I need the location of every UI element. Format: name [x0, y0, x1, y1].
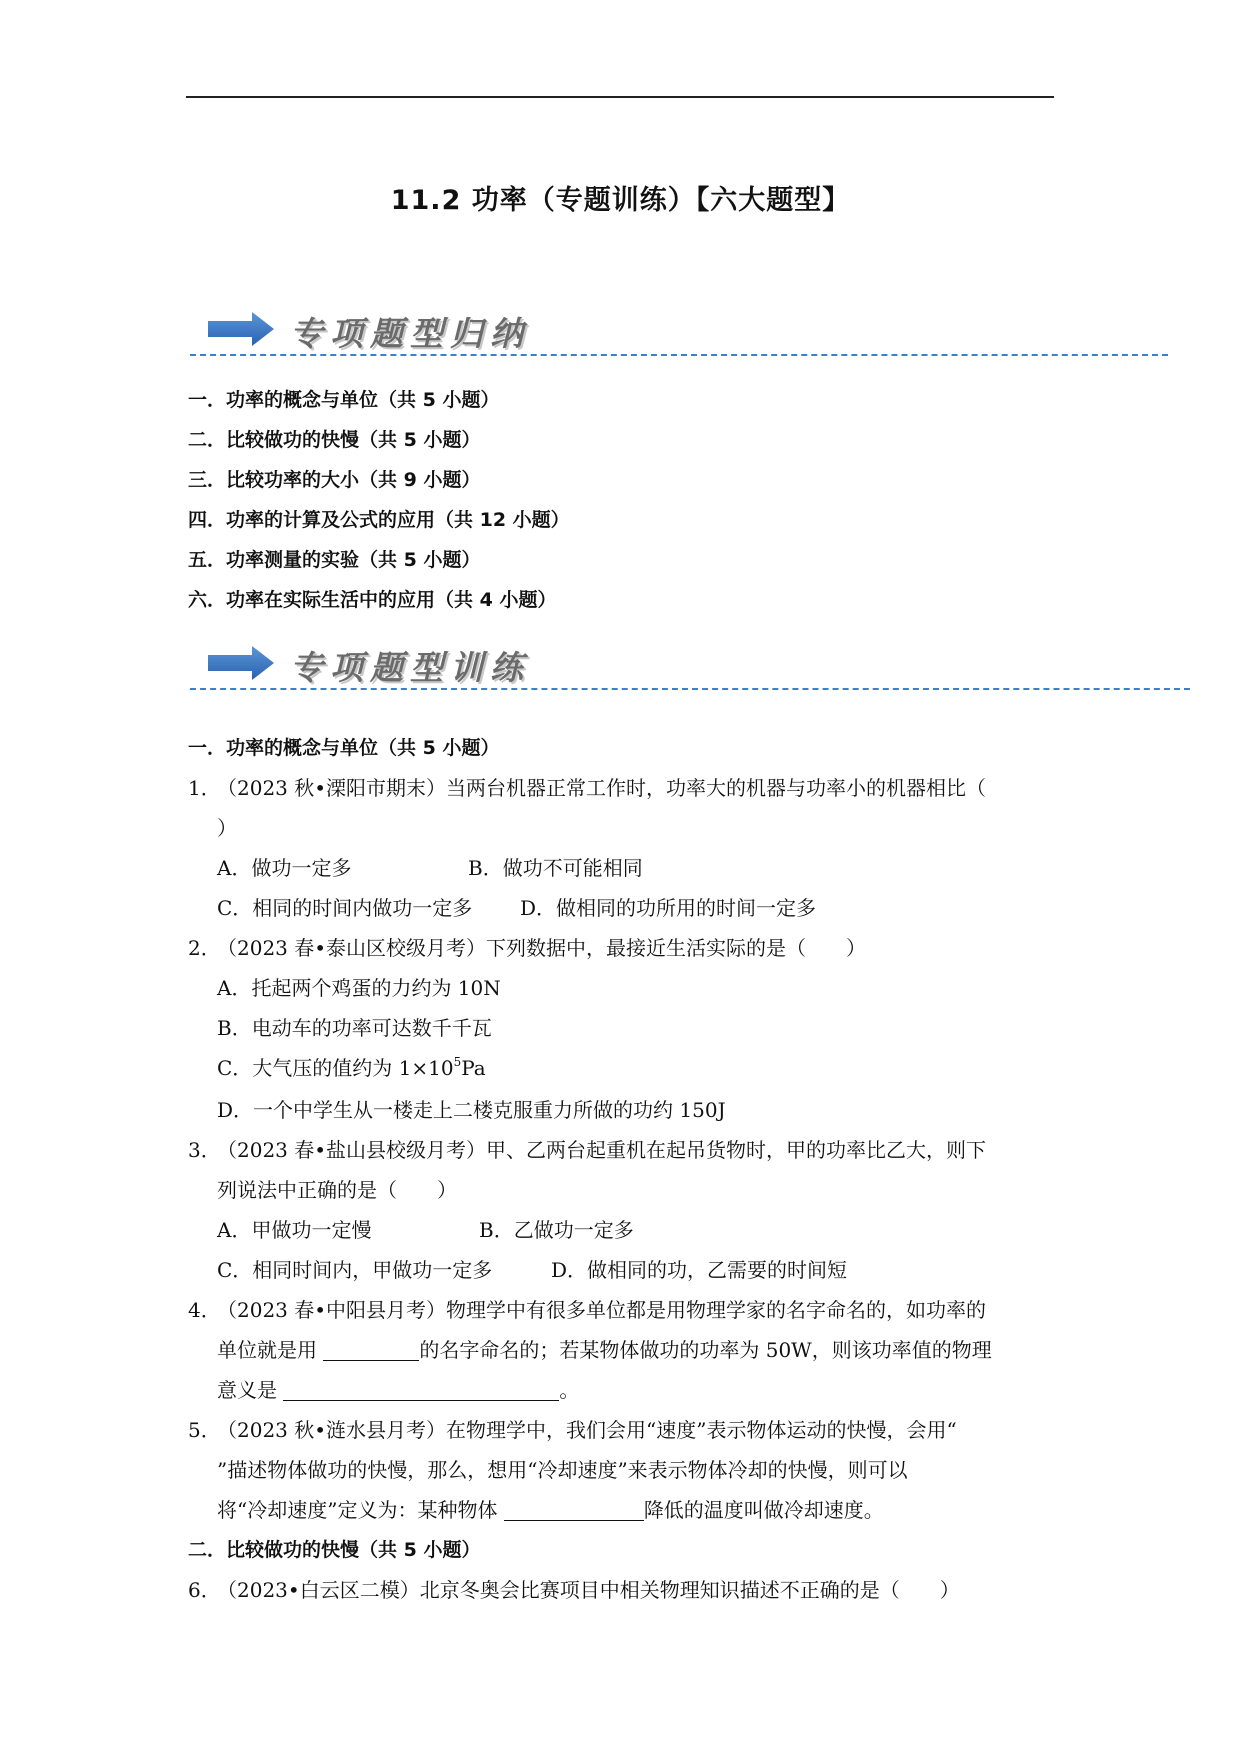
- toc-list: [188, 380, 570, 620]
- banner-summary-title: 专项题型归纳: [290, 314, 530, 353]
- banner-summary: [190, 306, 1190, 356]
- question-6: [188, 1570, 1048, 1610]
- stem-text: 将“冷却速度”定义为：某种物体: [217, 1498, 504, 1522]
- option-b: B．做功不可能相同: [468, 856, 643, 880]
- question-stem-cont: ）: [217, 816, 237, 840]
- answer-blank[interactable]: [323, 1334, 419, 1361]
- option-d: D．做相同的功所用的时间一定多: [520, 896, 817, 920]
- question-stem: （2023 春•泰山区校级月考）下列数据中，最接近生活实际的是（ ）: [217, 936, 867, 960]
- question-number: 2．: [188, 936, 221, 960]
- question-5: [188, 1410, 1048, 1530]
- option-d: D．一个中学生从一楼走上二楼克服重力所做的功约 150J: [217, 1098, 726, 1122]
- option-c-text: C．大气压的值约为 1×10: [217, 1056, 454, 1080]
- question-1: [188, 768, 1048, 848]
- option-c: [217, 1048, 486, 1088]
- question-number: 4．: [188, 1298, 221, 1322]
- option-c: C．相同的时间内做功一定多: [217, 896, 473, 920]
- question-3: [188, 1130, 1048, 1210]
- toc-item: 四．功率的计算及公式的应用（共 12 小题）: [188, 509, 570, 531]
- toc-item: 三．比较功率的大小（共 9 小题）: [188, 469, 481, 491]
- question-number: 6．: [188, 1578, 221, 1602]
- toc-item: 六．功率在实际生活中的应用（共 4 小题）: [188, 589, 557, 611]
- question-stem: （2023•白云区二模）北京冬奥会比赛项目中相关物理知识描述不正确的是（ ）: [217, 1578, 960, 1602]
- stem-text: 的名字命名的；若某物体做功的功率为 50W，则该功率值的物理: [419, 1338, 992, 1362]
- question-stem: （2023 秋•涟水县月考）在物理学中，我们会用“速度”表示物体运动的快慢，会用“: [217, 1418, 957, 1442]
- question-stem: （2023 春•中阳县月考）物理学中有很多单位都是用物理学家的名字命名的，如功率的: [217, 1298, 987, 1322]
- question-stem: （2023 春•盐山县校级月考）甲、乙两台起重机在起吊货物时，甲的功率比乙大，则下: [217, 1138, 987, 1162]
- question-4: [188, 1290, 1048, 1410]
- stem-text: 意义是: [217, 1378, 284, 1402]
- question-stem-cont: 列说法中正确的是（ ）: [217, 1178, 457, 1202]
- banner-training-title: 专项题型训练: [290, 648, 530, 687]
- answer-blank[interactable]: [283, 1374, 559, 1401]
- toc-item: 五．功率测量的实验（共 5 小题）: [188, 549, 481, 571]
- stem-text: 降低的温度叫做冷却速度。: [643, 1498, 884, 1522]
- option-b: B．乙做功一定多: [479, 1218, 634, 1242]
- question-number: 5．: [188, 1418, 221, 1442]
- header-rule: [186, 96, 1054, 98]
- banner-dash-line: [190, 688, 1190, 690]
- stem-text: 。: [559, 1378, 580, 1402]
- option-a: A．做功一定多: [217, 856, 352, 880]
- toc-item: 一．功率的概念与单位（共 5 小题）: [188, 389, 500, 411]
- unit: Pa: [461, 1056, 486, 1080]
- banner-training: [190, 640, 1190, 690]
- right-arrow-icon: [208, 312, 274, 346]
- option-c: C．相同时间内，甲做功一定多: [217, 1258, 493, 1282]
- question-number: 1．: [188, 776, 221, 800]
- toc-item: 二．比较做功的快慢（共 5 小题）: [188, 429, 481, 451]
- question-2: [188, 928, 1048, 968]
- option-d: D．做相同的功，乙需要的时间短: [551, 1258, 848, 1282]
- option-b: B．电动车的功率可达数千千瓦: [217, 1016, 492, 1040]
- section-heading: 一．功率的概念与单位（共 5 小题）: [188, 737, 500, 759]
- superscript: 5: [453, 1055, 462, 1069]
- page-title: 11.2 功率（专题训练）【六大题型】: [390, 185, 851, 216]
- section-heading: 二．比较做功的快慢（共 5 小题）: [188, 1539, 481, 1561]
- answer-blank[interactable]: [504, 1494, 644, 1521]
- banner-dash-line: [190, 354, 1168, 356]
- option-a: A．托起两个鸡蛋的力约为 10N: [217, 976, 501, 1000]
- stem-text: 单位就是用: [217, 1338, 324, 1362]
- question-stem: （2023 秋•溧阳市期末）当两台机器正常工作时，功率大的机器与功率小的机器相比（: [217, 776, 987, 800]
- question-stem-cont: ”描述物体做功的快慢，那么，想用“冷却速度”来表示物体冷却的快慢，则可以: [217, 1458, 908, 1482]
- right-arrow-icon: [208, 646, 274, 680]
- question-number: 3．: [188, 1138, 221, 1162]
- option-a: A．甲做功一定慢: [217, 1218, 372, 1242]
